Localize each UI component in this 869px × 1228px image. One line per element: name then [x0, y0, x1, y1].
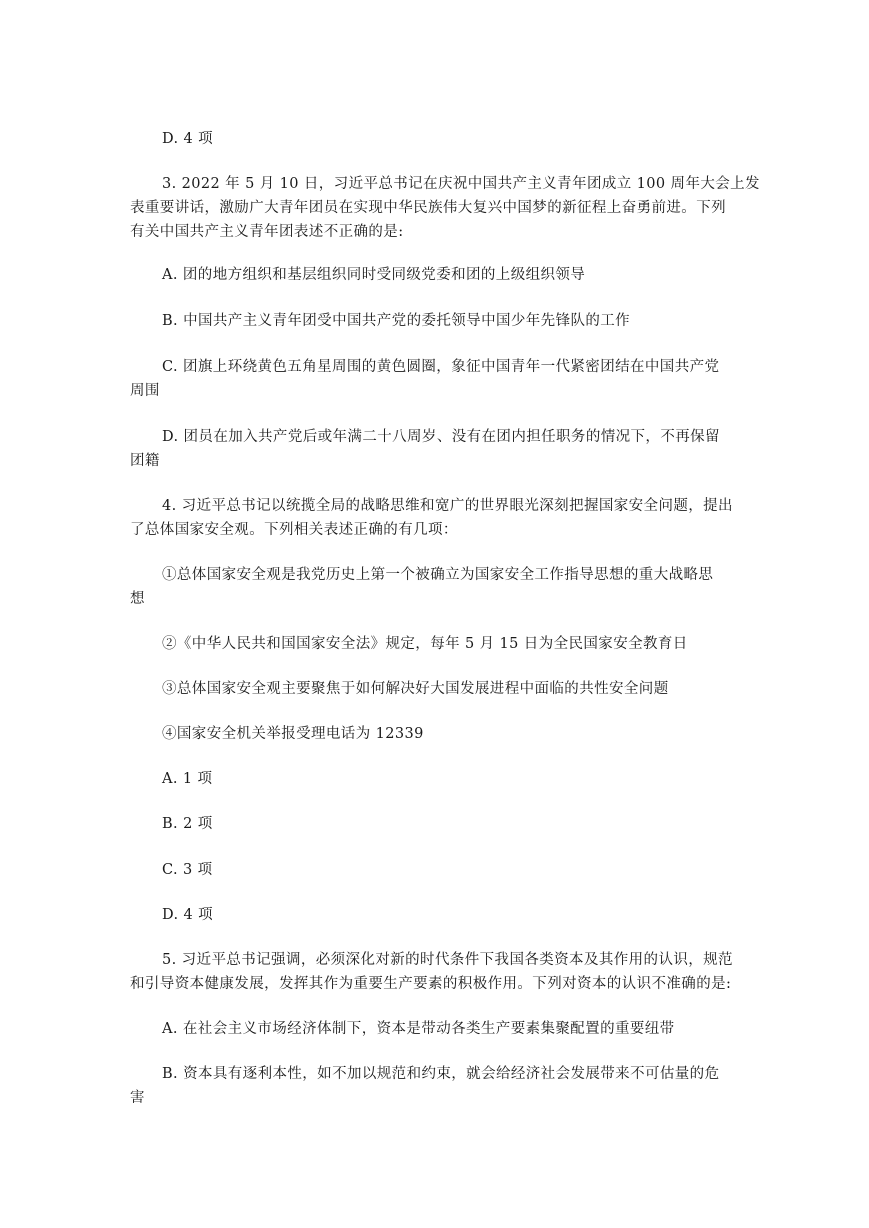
- q2-option-d[interactable]: D. 4 项: [162, 131, 214, 147]
- q5-stem-line-2: 和引导资本健康发展，发挥其作为重要生产要素的积极作用。下列对资本的认识不准确的是:: [130, 976, 732, 992]
- q4-stem-line-1: 4. 习近平总书记以统揽全局的战略思维和宽广的世界眼光深刻把握国家安全问题，提出: [162, 498, 733, 514]
- q5-stem-line-1: 5. 习近平总书记强调，必须深化对新的时代条件下我国各类资本及其作用的认识，规范: [162, 952, 733, 968]
- q3-option-b[interactable]: B. 中国共产主义青年团受中国共产党的委托领导中国少年先锋队的工作: [162, 313, 631, 329]
- q4-item-2: ②《中华人民共和国国家安全法》规定，每年 5 月 15 日为全民国家安全教育日: [162, 636, 688, 652]
- q4-item-3: ③总体国家安全观主要聚焦于如何解决好大国发展进程中面临的共性安全问题: [162, 681, 669, 697]
- q5-option-b-line-2[interactable]: 害: [130, 1090, 145, 1106]
- q5-option-a[interactable]: A. 在社会主义市场经济体制下，资本是带动各类生产要素集聚配置的重要纽带: [162, 1021, 675, 1037]
- q4-option-c[interactable]: C. 3 项: [162, 862, 213, 878]
- q3-option-d-line-1[interactable]: D. 团员在加入共产党后或年满二十八周岁、没有在团内担任职务的情况下，不再保留: [162, 429, 720, 445]
- q4-option-a[interactable]: A. 1 项: [162, 771, 213, 787]
- q4-option-d[interactable]: D. 4 项: [162, 907, 214, 923]
- q3-stem-line-1: 3. 2022 年 5 月 10 日，习近平总书记在庆祝中国共产主义青年团成立 100 周年大会上发: [162, 176, 760, 192]
- q3-stem-line-3: 有关中国共产主义青年团表述不正确的是:: [130, 224, 404, 240]
- q4-option-b[interactable]: B. 2 项: [162, 816, 213, 832]
- q3-option-c-line-2[interactable]: 周围: [130, 383, 160, 399]
- q3-option-a[interactable]: A. 团的地方组织和基层组织同时受同级党委和团的上级组织领导: [162, 267, 586, 283]
- q3-option-c-line-1[interactable]: C. 团旗上环绕黄色五角星周围的黄色圆圈，象征中国青年一代紧密团结在中国共产党: [162, 359, 720, 375]
- q5-option-b-line-1[interactable]: B. 资本具有逐利本性，如不加以规范和约束，就会给经济社会发展带来不可估量的危: [162, 1066, 720, 1082]
- q3-stem-line-2: 表重要讲话，激励广大青年团员在实现中华民族伟大复兴中国梦的新征程上奋勇前进。下列: [130, 200, 726, 216]
- q4-item-1-line-2: 想: [130, 591, 145, 607]
- q4-stem-line-2: 了总体国家安全观。下列相关表述正确的有几项：: [130, 522, 458, 538]
- q4-item-1-line-1: ①总体国家安全观是我党历史上第一个被确立为国家安全工作指导思想的重大战略思: [162, 567, 714, 583]
- q3-option-d-line-2[interactable]: 团籍: [130, 453, 160, 469]
- q4-item-4: ④国家安全机关举报受理电话为 12339: [162, 726, 424, 742]
